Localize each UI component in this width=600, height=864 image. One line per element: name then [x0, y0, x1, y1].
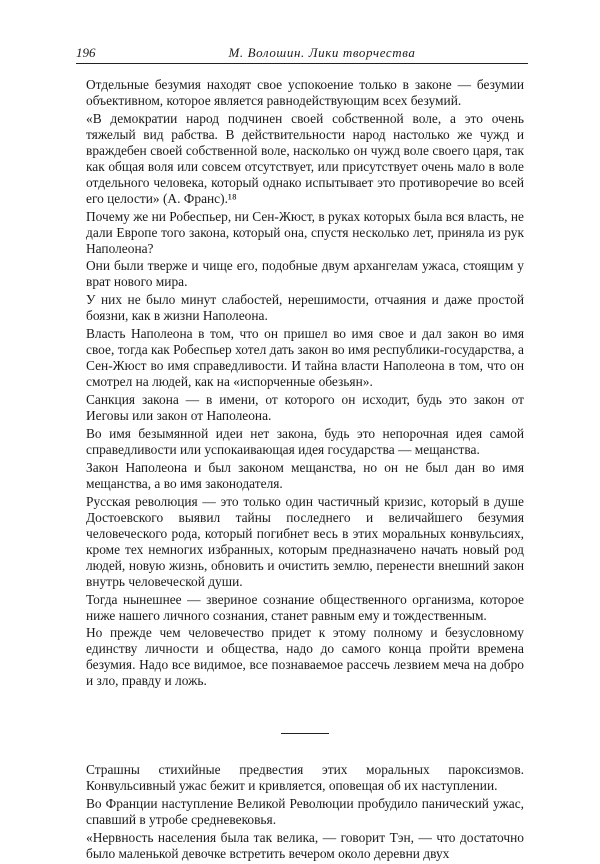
paragraph: Но прежде чем человечество придет к этому полному и безусловному единству личности и общества, надо до самого конца пройти времена безумия. Надо все видимое, все познаваемое рассечь лезвием меча на добро и зло, правду и ложь.	[86, 625, 524, 689]
paragraph: Тогда нынешнее — звериное сознание общественного организма, которое ниже нашего личного сознания, станет равным ему и тождественным.	[86, 591, 524, 623]
paragraph: «Нервность населения была так велика, — говорит Тэн, — что достаточно было маленькой девочке встретить вечером около деревни двух	[86, 830, 524, 862]
paragraph: «В демократии народ подчинен своей собственной воле, а это очень тяжелый вид рабства. В действительности народ настолько же чужд и враждебен своей собственной воле, насколько он чужд воле своего царя, так как общая воля или совсем отсутствует, или присутствует очень мало в воле отдельного человека, который однако испытывает это противоречие во всей его целости» (А. Франс).¹⁸	[86, 110, 524, 206]
paragraph: Власть Наполеона в том, что он пришел во имя свое и дал закон во имя свое, тогда как Робеспьер хотел дать закон во имя республики-государства, а Сен-Жюст во имя справедливости. И тайна власти Наполеона в том, что он смотрел на людей, как на «испорченные обезьян».	[86, 326, 524, 390]
page-header	[76, 43, 528, 64]
section-divider	[281, 733, 329, 734]
paragraph: Страшны стихийные предвестия этих моральных пароксизмов. Конвульсивный ужас бежит и кривляется, оповещая об их наступлении.	[86, 762, 524, 794]
section-2	[86, 762, 524, 862]
paragraph: Во имя безымянной идеи нет закона, будь это непорочная идея самой справедливости или успокаивающая идея государства — мещанства.	[86, 426, 524, 457]
page-number: 196	[76, 45, 96, 60]
body-text	[86, 77, 524, 864]
paragraph: Русская революция — это только один частичный кризис, который в душе Достоевского выявил тайны последнего и величайшего безумия человеческого рода, который погибнет весь в этих моральных конвульсиях, кроме тех немногих избранных, которым предназначено начать новый род людей, новую жизнь, обновить и очистить землю, перенести внешний закон внутрь человеческой души.	[86, 493, 524, 589]
paragraph: Санкция закона — в имени, от которого он исходит, будь это закон от Иеговы или закон от Наполеона.	[86, 392, 524, 424]
paragraph: Отдельные безумия находят свое успокоение только в законе — безумии объективном, которое является равнодействующим всех безумий.	[86, 77, 524, 108]
paragraph: Они были тверже и чище его, подобные двум архангелам ужаса, стоящим у врат нового мира.	[86, 258, 524, 290]
paragraph: Закон Наполеона и был законом мещанства, но он не был дан во имя мещанства, а во имя законодателя.	[86, 459, 524, 491]
running-title: М. Волошин. Лики творчества	[228, 45, 416, 60]
paragraph: Во Франции наступление Великой Революции пробудило панический ужас, спавший в утробе средневековья.	[86, 796, 524, 828]
paragraph: Почему же ни Робеспьер, ни Сен-Жюст, в руках которых была вся власть, не дали Европе того закона, который она, спустя несколько лет, приняла из рук Наполеона?	[86, 208, 524, 256]
paragraph: У них не было минут слабостей, нерешимости, отчаяния и даже простой боязни, как в жизни Наполеона.	[86, 292, 524, 324]
section-1	[86, 77, 524, 689]
